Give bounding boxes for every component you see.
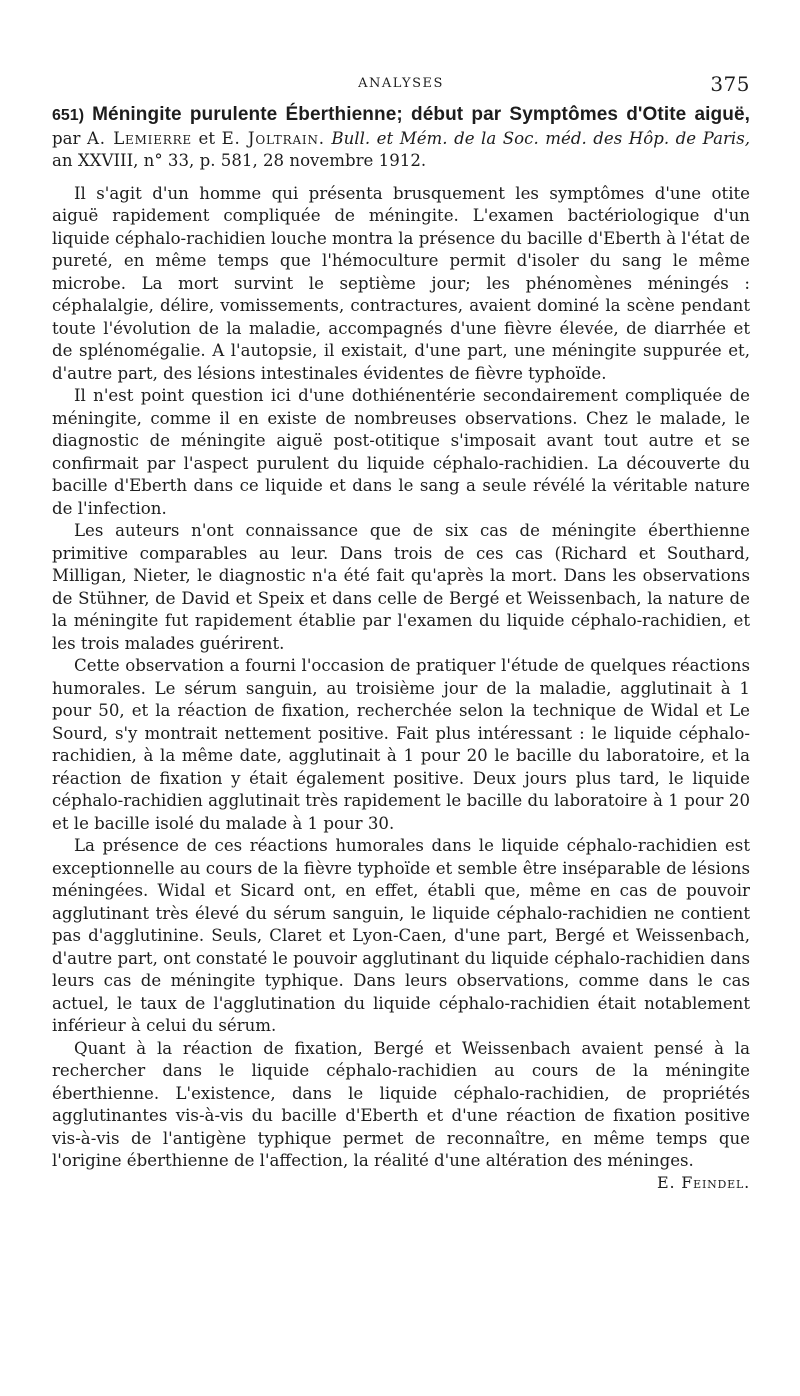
paragraph-diagnosis: Il n'est point question ici d'une dothiénentérie secondairement compliquée de méningite, comme il en existe de nombreuses observations. Chez le malade, le diagnostic de méningite aiguë post-otitique s'imposait avant tout autre et se confirmait par l'aspect purulent du liquide céphalo-rachidien. La découverte du bacille d'Eberth dans ce liquide et dans le sang a seule révélé la véritable nature de l'infection. — [52, 386, 750, 518]
reviewer-signature: E. Feindel. — [657, 1172, 750, 1192]
paragraph-fixation: Quant à la réaction de fixation, Bergé et Weissenbach avaient pensé à la rechercher dans le liquide céphalo-rachidien au cours de la méningite éberthienne. L'existence, dans le liquide céphalo-rachidien, de propriétés agglutinantes vis-à-vis du bacille d'Eberth et d'une réaction de fixation positive vis-à-vis de l'antigène typhique permet de reconnaître, en même temps que l'origine éberthienne de l'affection, la réalité d'une altération des méninges. — [52, 1038, 750, 1170]
entry-number: 651) — [52, 107, 85, 124]
author-lemierre: A. Lemierre — [87, 128, 192, 148]
journal-page — [52, 72, 750, 1193]
citation-details: an XXVIII, n° 33, p. 581, 28 novembre 1912. — [52, 151, 427, 170]
entry-title: Méningite purulente Éberthienne; début par Symptômes d'Otite aiguë, — [92, 104, 750, 125]
paragraph-agglutination: La présence de ces réactions humorales dans le liquide céphalo-rachidien est exceptionnelle au cours de la fièvre typhoïde et semble être inséparable de lésions méningées. Widal et Sicard ont, en effet, établi que, même en cas de pouvoir agglutinant très élevé du sérum sanguin, le liquide céphalo-rachidien ne contient pas d'agglutinine. Seuls, Claret et Lyon-Caen, d'une part, Bergé et Weissenbach, d'autre part, ont constaté le pouvoir agglutinant du liquide céphalo-rachidien dans leurs cas de méningite typhique. Dans leurs observations, comme dans le cas actuel, le taux de l'agglutination du liquide céphalo-rachidien était notablement inférieur à celui du sérum. — [52, 836, 750, 1035]
by-word: par — [52, 128, 81, 148]
running-title: ANALYSES — [358, 76, 444, 91]
paragraph-prior-cases: Les auteurs n'ont connaissance que de six cas de méningite éberthienne primitive comparables au leur. Dans trois de ces cas (Richard et Southard, Milligan, Nieter, le diagnostic n'a été fait qu'après la mort. Dans les observations de Stühner, de David et Speix et dans celle de Bergé et Weissenbach, la nature de la méningite fut rapidement établie par l'examen du liquide céphalo-rachidien, et les trois malades guérirent. — [52, 521, 750, 653]
page-number: 375 — [710, 72, 750, 96]
abstract-body — [52, 183, 750, 1173]
and-word: et — [198, 128, 216, 148]
journal-name: Bull. et Mém. de la Soc. méd. des Hôp. de Paris, — [331, 128, 750, 148]
author-joltrain: E. Joltrain. — [221, 128, 325, 148]
paragraph-humoral-reactions: Cette observation a fourni l'occasion de pratiquer l'étude de quelques réactions humorales. Le sérum sanguin, au troisième jour de la maladie, agglutinait à 1 pour 50, et la réaction de fixation, recherchée selon la technique de Widal et Le Sourd, s'y montrait nettement positive. Fait plus intéressant : le liquide céphalo-rachidien, à la même date, agglutinait à 1 pour 20 le bacille du laboratoire, et la réaction de fixation y était également positive. Deux jours plus tard, le liquide céphalo-rachidien agglutinait très rapidement le bacille du laboratoire à 1 pour 20 et le bacille isolé du malade à 1 pour 30. — [52, 656, 750, 833]
paragraph-case: Il s'agit d'un homme qui présenta brusquement les symptômes d'une otite aiguë rapidement compliquée de méningite. L'examen bactériologique d'un liquide céphalo-rachidien louche montra la présence du bacille d'Eberth à l'état de pureté, en même temps que l'hémoculture permit d'isoler du sang le même microbe. La mort survint le septième jour; les phénomènes méningés : céphalalgie, délire, vomissements, contractures, avaient dominé la scène pendant toute l'évolution de la maladie, accompagnés d'une fièvre élevée, de diarrhée et de splénomégalie. A l'autopsie, il existait, d'une part, une méningite suppurée et, d'autre part, des lésions intestinales évidentes de fièvre typhoïde. — [52, 183, 751, 383]
running-header — [52, 72, 750, 100]
entry-heading — [52, 104, 750, 173]
